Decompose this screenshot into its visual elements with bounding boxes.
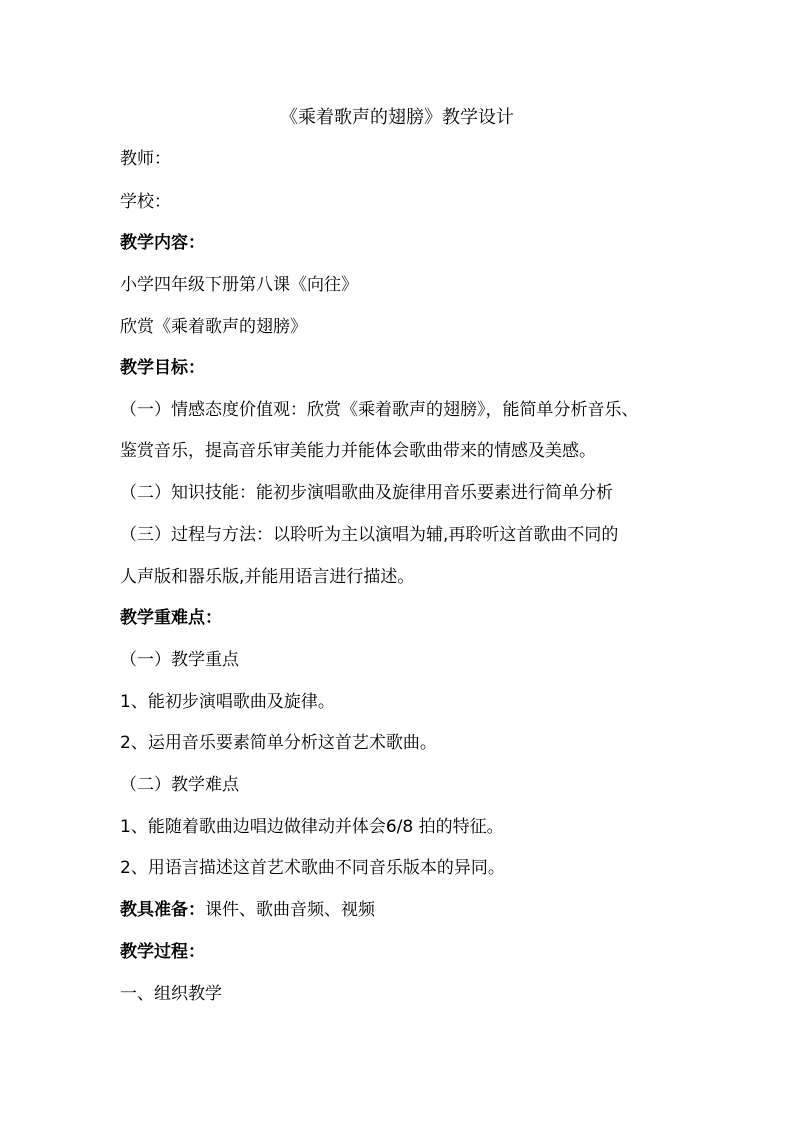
goals-line: 鉴赏音乐，提高音乐审美能力并能体会歌曲带来的情感及美感。 bbox=[120, 441, 596, 461]
key-points-line: 1、能随着歌曲边唱边做律动并体会6/8 拍的特征。 bbox=[120, 817, 504, 837]
process-line: 一、组织教学 bbox=[120, 984, 222, 1004]
document-title: 《乘着歌声的翅膀》教学设计 bbox=[280, 107, 514, 128]
content-line: 欣赏《乘着歌声的翅膀》 bbox=[120, 317, 307, 337]
key-points-line: （一）教学重点 bbox=[120, 650, 239, 670]
key-points-line: 1、能初步演唱歌曲及旋律。 bbox=[120, 692, 335, 712]
tools-line bbox=[120, 897, 375, 923]
tools-label: 教具准备： bbox=[120, 900, 205, 920]
content-heading: 教学内容： bbox=[120, 233, 205, 253]
school-label: 学校： bbox=[120, 192, 171, 212]
content-line: 小学四年级下册第八课《向往》 bbox=[120, 275, 358, 295]
goals-line: （三）过程与方法：以聆听为主以演唱为辅,再聆听这首歌曲不同的 bbox=[120, 525, 619, 545]
goals-line: （一）情感态度价值观：欣赏《乘着歌声的翅膀》，能简单分析音乐、 bbox=[120, 400, 639, 420]
teacher-label: 教师： bbox=[120, 149, 171, 169]
key-points-line: （二）教学难点 bbox=[120, 775, 239, 795]
goals-heading: 教学目标： bbox=[120, 358, 205, 378]
key-points-heading: 教学重难点： bbox=[120, 608, 222, 628]
goals-line: 人声版和器乐版,并能用语言进行描述。 bbox=[120, 567, 415, 587]
goals-line: （二）知识技能：能初步演唱歌曲及旋律用音乐要素进行简单分析 bbox=[120, 483, 613, 503]
tools-value: 课件、歌曲音频、视频 bbox=[205, 900, 375, 920]
key-points-line: 2、用语言描述这首艺术歌曲不同音乐版本的异同。 bbox=[120, 858, 505, 878]
process-heading: 教学过程： bbox=[120, 942, 205, 962]
key-points-line: 2、运用音乐要素简单分析这首艺术歌曲。 bbox=[120, 733, 437, 753]
